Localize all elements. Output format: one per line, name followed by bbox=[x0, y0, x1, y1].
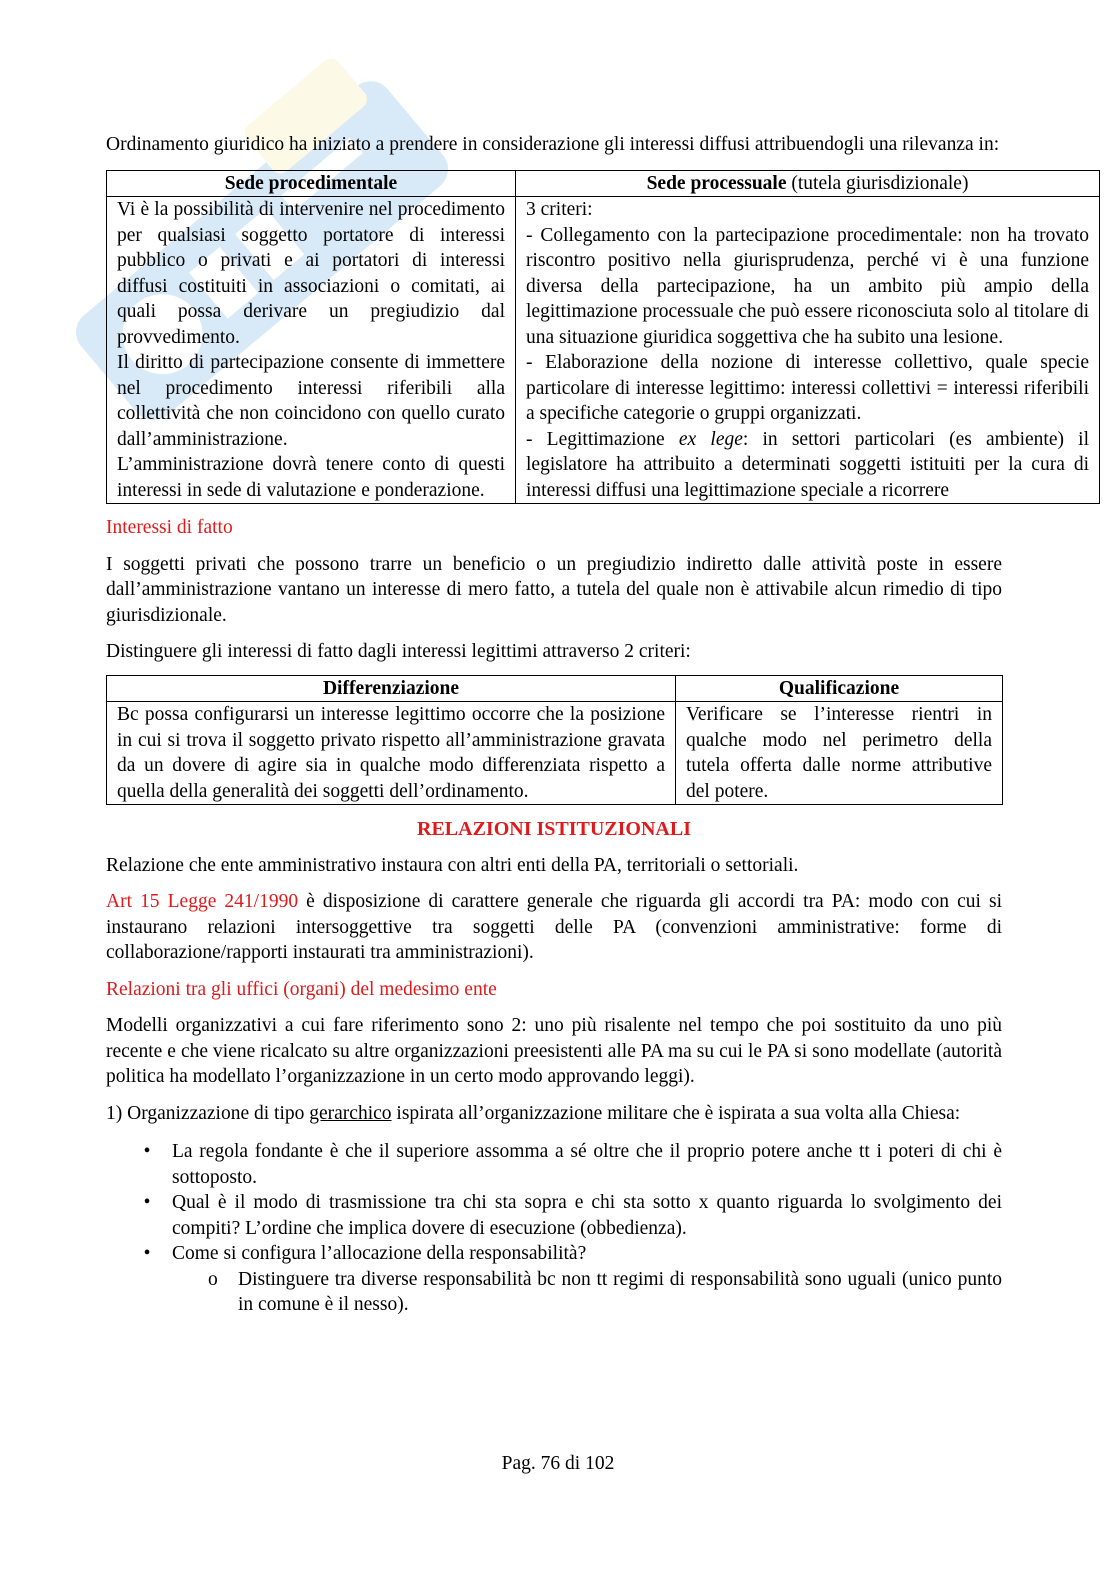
table1-proc-p2: Il diritto di partecipazione consente di immettere nel procedimento interessi riferibili alla collettività che non coincidono con quello curato dall’amministrazione. bbox=[117, 352, 505, 450]
table2-header-differenziazione: Differenziazione bbox=[107, 675, 676, 702]
table1-header-procedimentale: Sede procedimentale bbox=[107, 170, 516, 197]
table1-header-processuale bbox=[516, 170, 1100, 197]
table1-header-processuale-note: (tutela giurisdizionale) bbox=[786, 172, 969, 194]
table2-header-qualificazione: Qualificazione bbox=[676, 675, 1003, 702]
intro-paragraph: Ordinamento giuridico ha iniziato a prendere in considerazione gli interessi diffusi attribuendogli una rilevanza in: bbox=[106, 134, 1000, 155]
table2-cell-qualificazione bbox=[676, 702, 1003, 805]
heading-relazioni-uffici: Relazioni tra gli uffici (organi) del medesimo ente bbox=[106, 978, 497, 1000]
list-item-text: Qual è il modo di trasmissione tra chi sta sopra e chi sta sotto x quanto riguarda lo svolgimento dei compiti? L’ordine che implica dovere di esecuzione (obbedienza). bbox=[172, 1192, 1002, 1239]
bullet-icon: • bbox=[143, 1141, 151, 1162]
org-underlined: gerarchico bbox=[309, 1102, 392, 1124]
circle-bullet-icon: o bbox=[208, 1268, 218, 1290]
criteri-table bbox=[106, 675, 1003, 806]
sub-list bbox=[172, 1267, 1002, 1318]
list-item bbox=[106, 1190, 1002, 1241]
table1-pross-p4 bbox=[526, 427, 1089, 504]
list-item-text: La regola fondante è che il superiore assomma a sé oltre che il proprio potere anche tt i poteri di chi è sottoposto. bbox=[172, 1141, 1002, 1188]
section-title: RELAZIONI ISTITUZIONALI bbox=[417, 818, 691, 840]
table1-pross-p1: 3 criteri: bbox=[526, 199, 593, 220]
paragraph-relazione: Relazione che ente amministrativo instaura con altri enti della PA, territoriali o settoriali. bbox=[106, 854, 799, 876]
list-item-text: Come si configura l’allocazione della responsabilità? bbox=[172, 1243, 587, 1264]
table1-cell-procedimentale bbox=[107, 197, 516, 504]
bullet-list bbox=[106, 1139, 1002, 1318]
table2-qual-text: Verificare se l’interesse rientri in qualche modo nel perimetro della tutela offerta dalle norme attributive del potere. bbox=[686, 704, 992, 802]
paragraph-art15 bbox=[106, 889, 1002, 966]
document-page bbox=[106, 131, 1089, 1318]
table2-diff-text: Bc possa configurarsi un interesse legittimo occorre che la posizione in cui si trova il soggetto privato rispetto all’amministrazione gravata da un dovere di agire sia in qualche modo differenziata rispetto a quella della generalità dei soggetti dell’ordinamento. bbox=[117, 704, 665, 802]
bullet-icon: • bbox=[143, 1192, 151, 1213]
table1-pross-p3: - Elaborazione della nozione di interesse collettivo, quale specie particolare di interesse legittimo: interessi collettivi = interessi riferibili a specifiche categorie o gruppi organizzati. bbox=[526, 352, 1089, 424]
page-footer: Pag. 76 di 102 bbox=[501, 1453, 615, 1474]
heading-interessi-di-fatto: Interessi di fatto bbox=[106, 517, 233, 538]
paragraph-organizzazione bbox=[106, 1101, 1002, 1127]
table1-cell-processuale bbox=[516, 197, 1100, 504]
table1-header-processuale-bold: Sede processuale bbox=[646, 172, 787, 194]
list-item bbox=[106, 1241, 1002, 1318]
table1-proc-p1: Vi è la possibilità di intervenire nel procedimento per qualsiasi soggetto portatore di interessi pubblico o privati e ai portatori di interessi diffusi costituiti in associazioni o comitati, ai quali possa derivare un pregiudizio dal provvedimento. bbox=[117, 199, 505, 348]
art15-reference: Art 15 Legge 241/1990 bbox=[106, 891, 299, 912]
paragraph-distinguere: Distinguere gli interessi di fatto dagli interessi legittimi attraverso 2 criteri: bbox=[106, 641, 691, 662]
table1-pross-p2: - Collegamento con la partecipazione procedimentale: non ha trovato riscontro positivo nella giurisprudenza, perché vi è una funzione diversa della partecipazione, ha un ambito più ampio della legittimazione processuale che può essere riconosciuta solo al titolare di una situazione giuridica soggettiva che ha subito una lesione. bbox=[526, 224, 1089, 348]
table1-pross-p4-b: : in settori particolari (es ambiente) il legislatore ha attribuito a determinati soggetti istituiti per la cura di interessi diffusi una legittimazione speciale a ricorrere bbox=[526, 428, 1089, 501]
art15-text: è disposizione di carattere generale che riguarda gli accordi tra PA: modo con cui si instaurano relazioni intersoggettive tra soggetti delle PA (convenzioni amministrative: forme di collaborazione/rapporti instaurati tra amministrazioni). bbox=[106, 891, 1002, 963]
table1-proc-p3: L’amministrazione dovrà tenere conto di questi interessi in sede di valutazione e ponderazione. bbox=[117, 454, 505, 501]
bullet-icon: • bbox=[143, 1243, 151, 1264]
paragraph-modelli: Modelli organizzativi a cui fare riferimento sono 2: uno più risalente nel tempo che poi sostituito da uno più recente e che viene ricalcato su altre organizzazioni preesistenti alle PA ma su cui le PA si sono modellate (autorità politica ha modellato l’organizzazione in un certo modo approvando leggi). bbox=[106, 1015, 1002, 1087]
paragraph-interessi-fatto: I soggetti privati che possono trarre un beneficio o un pregiudizio indiretto dalle attività poste in essere dall’amministrazione vantano un interesse di mero fatto, a tutela del quale non è attivabile alcun rimedio di tipo giurisdizionale. bbox=[106, 553, 1002, 626]
sub-list-item-text: Distinguere tra diverse responsabilità bc non tt regimi di responsabilità sono uguali (unico punto in comune è il nesso). bbox=[238, 1268, 1002, 1315]
org-text-a: 1) Organizzazione di tipo bbox=[106, 1102, 310, 1124]
org-text-b: ispirata all’organizzazione militare che è ispirata a sua volta alla Chiesa: bbox=[391, 1102, 961, 1124]
table1-pross-p4-em: ex lege bbox=[678, 428, 743, 450]
interessi-diffusi-table bbox=[106, 170, 1100, 505]
table1-pross-p4-a: - Legittimazione bbox=[526, 428, 679, 450]
table2-cell-differenziazione bbox=[107, 702, 676, 805]
list-item bbox=[106, 1139, 1002, 1190]
sub-list-item bbox=[172, 1267, 1002, 1318]
